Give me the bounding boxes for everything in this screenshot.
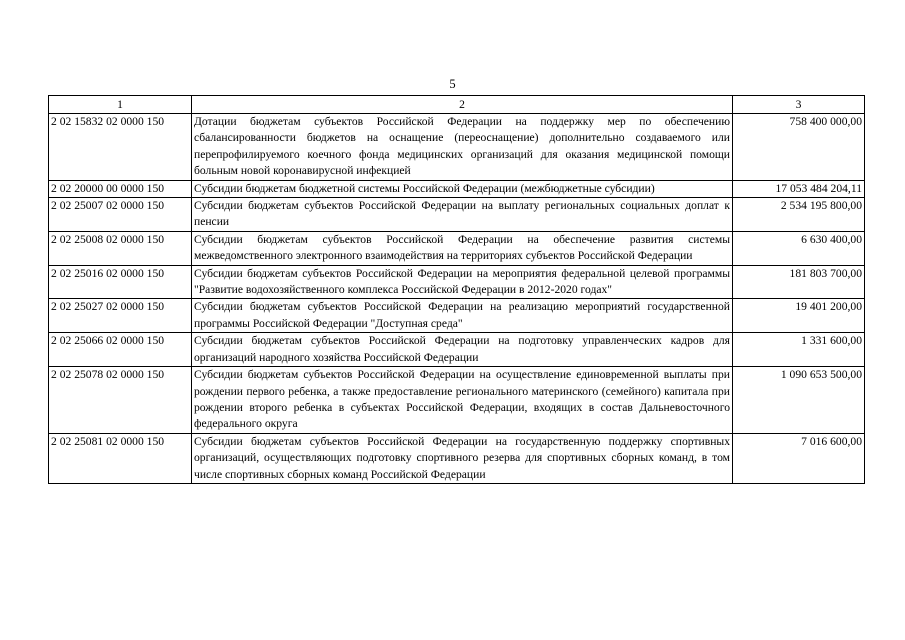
table-row xyxy=(49,299,865,333)
revenue-name: Субсидии бюджетам субъектов Российской Федерации на реализацию мероприятий государственной программы Российской Федерации "Доступная среда" xyxy=(192,299,733,333)
table-row xyxy=(49,333,865,367)
table-row xyxy=(49,198,865,232)
table-row xyxy=(49,367,865,434)
revenue-name: Субсидии бюджетам субъектов Российской Федерации на осуществление единовременной выплаты при рождении первого ребенка, а также предоставление регионального материнского (семейного) капитала при рождении второго ребенка в субъектах Российской Федерации, входящих в состав Дальневосточного федерального округа xyxy=(192,367,733,434)
revenue-name: Субсидии бюджетам субъектов Российской Федерации на обеспечение развития системы межведомственного электронного взаимодействия на территориях субъектов Российской Федерации xyxy=(192,231,733,265)
table-row xyxy=(49,265,865,299)
revenue-name: Субсидии бюджетам субъектов Российской Федерации на мероприятия федеральной целевой программы "Развитие водохозяйственного комплекса Российской Федерации в 2012-2020 годах" xyxy=(192,265,733,299)
revenue-amount: 6 630 400,00 xyxy=(733,231,865,265)
column-header-code: 1 xyxy=(49,96,192,114)
table-row xyxy=(49,180,865,197)
page-number: 5 xyxy=(449,77,456,91)
revenue-name: Субсидии бюджетам субъектов Российской Федерации на подготовку управленческих кадров для организаций народного хозяйства Российской Федерации xyxy=(192,333,733,367)
revenue-code: 2 02 25027 02 0000 150 xyxy=(49,299,192,333)
revenue-amount: 181 803 700,00 xyxy=(733,265,865,299)
revenue-name: Субсидии бюджетам субъектов Российской Федерации на государственную поддержку спортивных организаций, осуществляющих подготовку спортивного резерва для спортивных сборных команд, в том числе спортивных сборных команд Российской Федерации xyxy=(192,433,733,483)
revenue-code: 2 02 25081 02 0000 150 xyxy=(49,433,192,483)
column-number-row xyxy=(49,96,865,114)
table-row xyxy=(49,114,865,181)
revenue-code: 2 02 25016 02 0000 150 xyxy=(49,265,192,299)
table-row xyxy=(49,231,865,265)
revenue-code: 2 02 25008 02 0000 150 xyxy=(49,231,192,265)
column-header-amount: 3 xyxy=(733,96,865,114)
revenue-amount: 7 016 600,00 xyxy=(733,433,865,483)
table-row xyxy=(49,433,865,483)
revenue-amount: 17 053 484 204,11 xyxy=(733,180,865,197)
revenue-name: Дотации бюджетам субъектов Российской Федерации на поддержку мер по обеспечению сбалансированности бюджетов на оснащение (переоснащение) дополнительно создаваемого или перепрофилируемого коечного фонда медицинских организаций для оказания медицинской помощи больным новой коронавирусной инфекцией xyxy=(192,114,733,181)
revenue-amount: 19 401 200,00 xyxy=(733,299,865,333)
revenue-code: 2 02 15832 02 0000 150 xyxy=(49,114,192,181)
revenue-amount: 1 090 653 500,00 xyxy=(733,367,865,434)
revenue-code: 2 02 20000 00 0000 150 xyxy=(49,180,192,197)
revenue-name: Субсидии бюджетам бюджетной системы Российской Федерации (межбюджетные субсидии) xyxy=(192,180,733,197)
revenue-code: 2 02 25078 02 0000 150 xyxy=(49,367,192,434)
column-header-name: 2 xyxy=(192,96,733,114)
revenue-code: 2 02 25007 02 0000 150 xyxy=(49,198,192,232)
budget-revenue-table xyxy=(48,95,865,484)
revenue-name: Субсидии бюджетам субъектов Российской Федерации на выплату региональных социальных доплат к пенсии xyxy=(192,198,733,232)
revenue-amount: 758 400 000,00 xyxy=(733,114,865,181)
revenue-code: 2 02 25066 02 0000 150 xyxy=(49,333,192,367)
revenue-amount: 2 534 195 800,00 xyxy=(733,198,865,232)
revenue-amount: 1 331 600,00 xyxy=(733,333,865,367)
